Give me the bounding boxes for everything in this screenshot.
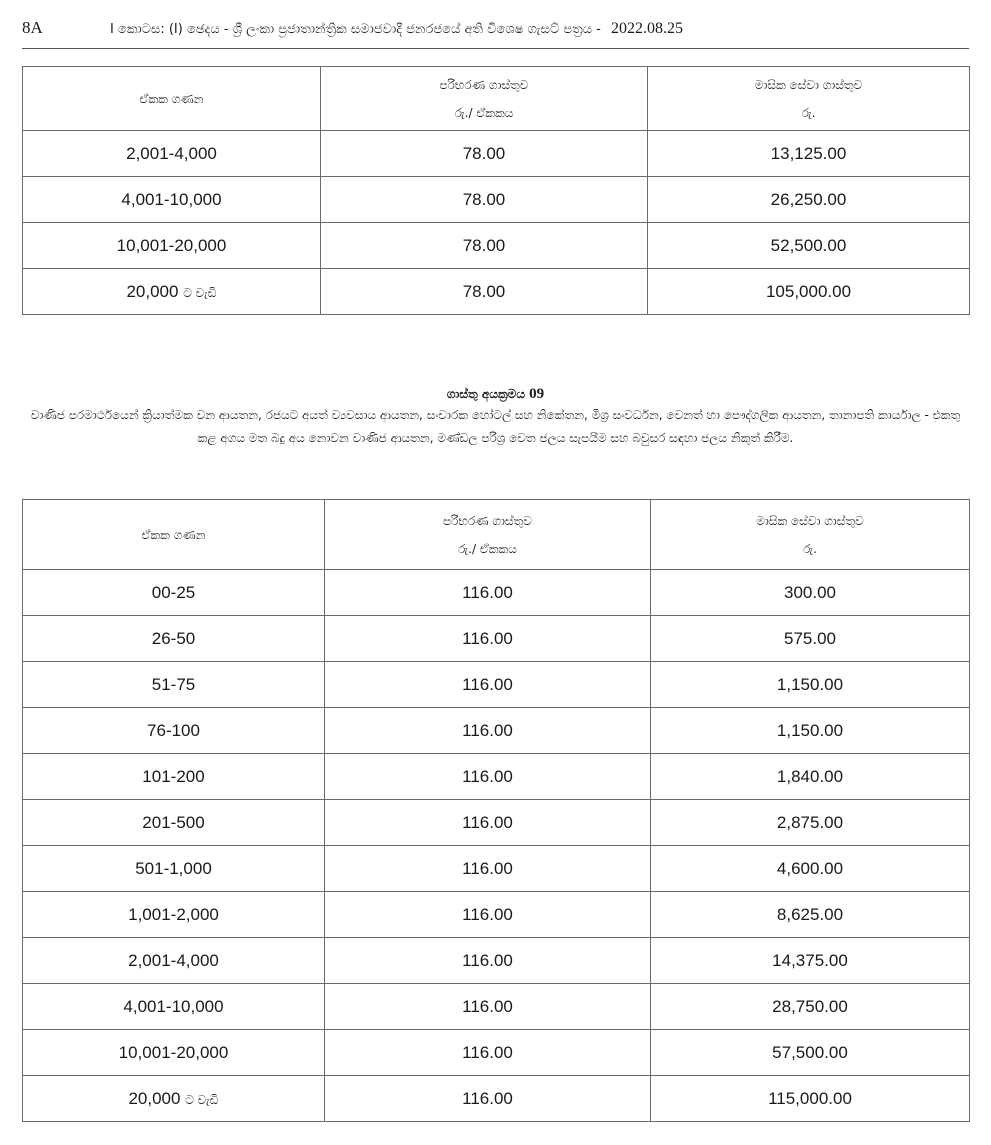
units-value: 4,001-10,000	[121, 189, 222, 209]
units-value: 201-500	[142, 812, 205, 832]
header-service-line2: රු.	[803, 541, 817, 556]
header-consumption-line2: රු./ ඒකකය	[454, 105, 514, 120]
cell-consumption-rate: 116.00	[325, 616, 651, 662]
units-value: 4,001-10,000	[123, 996, 224, 1016]
cell-consumption-rate: 116.00	[325, 1030, 651, 1076]
units-value: 10,001-20,000	[118, 1042, 229, 1062]
cell-service-charge: 26,250.00	[648, 177, 970, 223]
cell-consumption-rate: 116.00	[325, 570, 651, 616]
units-value: 00-25	[151, 582, 196, 602]
table-row	[23, 1030, 970, 1076]
cell-units	[23, 708, 325, 754]
units-value: 76-100	[147, 720, 200, 740]
header-service-line1: මාසික සේවා ගාස්තුව	[754, 77, 863, 92]
header-consumption-charge	[325, 500, 651, 570]
cell-consumption-rate: 116.00	[325, 708, 651, 754]
cell-consumption-rate: 78.00	[321, 131, 648, 177]
cell-units	[23, 846, 325, 892]
cell-units	[23, 1030, 325, 1076]
table-row	[23, 131, 970, 177]
header-units: ඒකක ගණන	[23, 67, 321, 131]
cell-units	[23, 800, 325, 846]
table-row	[23, 223, 970, 269]
cell-consumption-rate: 116.00	[325, 938, 651, 984]
cell-service-charge: 1,150.00	[651, 708, 970, 754]
page-number: 8A	[22, 18, 43, 37]
table-row	[23, 570, 970, 616]
cell-service-charge: 575.00	[651, 616, 970, 662]
header-service-charge	[651, 500, 970, 570]
cell-consumption-rate: 78.00	[321, 177, 648, 223]
units-suffix: ට වැඩි	[183, 285, 217, 300]
table-row	[23, 269, 970, 315]
gazette-title	[110, 20, 683, 38]
tariff-table-2	[22, 499, 970, 1122]
table-row	[23, 846, 970, 892]
gazette-date: 2022.08.25	[611, 20, 684, 37]
section-description: වාණිජ පරමාර්ථයෙන් ක්‍රියාත්මක වන ආයතන, රජයට අයත් ව්‍යවසාය ආයතන, සංචාරක හෝටල් සහ නිකේතන, මිශ්‍ර සංවර්ධන, වෙනත් හා පෞද්ගලික ආයතන, තානාපති කාර්යාල - එකතු කළ අගය මත බදු අය නොවන වාණිජ ආයතන, මණ්ඩල පරිශ්‍ර වෙත ජලය සැපයීම සහ බවුසර සඳහා ජලය නිකුත් කිරීම.	[30, 408, 961, 445]
cell-service-charge: 57,500.00	[651, 1030, 970, 1076]
header-consumption-line1: පරිභරණ ගාස්තුව	[443, 513, 532, 528]
cell-service-charge: 52,500.00	[648, 223, 970, 269]
cell-units	[23, 570, 325, 616]
cell-service-charge: 14,375.00	[651, 938, 970, 984]
table-header-row	[23, 67, 970, 131]
cell-units	[23, 616, 325, 662]
header-consumption-charge	[321, 67, 648, 131]
cell-units	[23, 984, 325, 1030]
cell-consumption-rate: 78.00	[321, 223, 648, 269]
cell-service-charge: 1,840.00	[651, 754, 970, 800]
cell-units	[23, 223, 321, 269]
table-header-row	[23, 500, 970, 570]
cell-units	[23, 662, 325, 708]
cell-service-charge: 2,875.00	[651, 800, 970, 846]
table-row	[23, 892, 970, 938]
table-row	[23, 177, 970, 223]
cell-service-charge: 1,150.00	[651, 662, 970, 708]
cell-consumption-rate: 116.00	[325, 1076, 651, 1122]
units-value: 20,000	[126, 281, 179, 301]
cell-service-charge: 8,625.00	[651, 892, 970, 938]
header-consumption-line1: පරිභරණ ගාස්තුව	[439, 77, 529, 92]
tariff-table-1	[22, 66, 970, 315]
table-row	[23, 938, 970, 984]
gazette-title-text: I කොටස: (I) ඡෙදය - ශ්‍රී ලංකා ප්‍රජාතාන්ත්‍රික සමාජවාදී ජනරජයේ අති විශෙෂ ගැසට් පත්‍රය -	[110, 22, 601, 37]
section-title	[22, 384, 969, 404]
header-consumption-line2: රු./ ඒකකය	[458, 541, 517, 556]
cell-units	[23, 892, 325, 938]
table-row	[23, 662, 970, 708]
header-service-line2: රු.	[801, 105, 816, 120]
header-service-line1: මාසික සේවා ගාස්තුව	[756, 513, 864, 528]
units-value: 501-1,000	[135, 858, 212, 878]
header-units: ඒකක ගණන	[23, 500, 325, 570]
table-row	[23, 1076, 970, 1122]
cell-consumption-rate: 116.00	[325, 754, 651, 800]
table-row	[23, 800, 970, 846]
cell-service-charge: 300.00	[651, 570, 970, 616]
units-value: 2,001-4,000	[128, 950, 219, 970]
units-value: 51-75	[151, 674, 196, 694]
cell-service-charge: 105,000.00	[648, 269, 970, 315]
cell-consumption-rate: 116.00	[325, 984, 651, 1030]
cell-service-charge: 4,600.00	[651, 846, 970, 892]
units-suffix: ට වැඩි	[185, 1092, 219, 1107]
cell-units	[23, 131, 321, 177]
section-title-prefix: ගාස්තු අයක්‍රමය	[446, 387, 525, 401]
cell-consumption-rate: 116.00	[325, 800, 651, 846]
units-value: 10,001-20,000	[116, 235, 227, 255]
cell-service-charge: 115,000.00	[651, 1076, 970, 1122]
cell-units	[23, 269, 321, 315]
cell-units	[23, 1076, 325, 1122]
table-row	[23, 616, 970, 662]
units-value: 101-200	[142, 766, 205, 786]
table-row	[23, 754, 970, 800]
cell-units	[23, 754, 325, 800]
units-value: 20,000	[128, 1088, 181, 1108]
cell-consumption-rate: 116.00	[325, 892, 651, 938]
cell-consumption-rate: 116.00	[325, 846, 651, 892]
cell-service-charge: 13,125.00	[648, 131, 970, 177]
header-service-charge	[648, 67, 970, 131]
cell-consumption-rate: 78.00	[321, 269, 648, 315]
table-row	[23, 708, 970, 754]
table-row	[23, 984, 970, 1030]
tariff-section-09	[22, 384, 969, 450]
cell-consumption-rate: 116.00	[325, 662, 651, 708]
section-title-number: 09	[529, 386, 545, 402]
cell-units	[23, 177, 321, 223]
cell-units	[23, 938, 325, 984]
units-value: 1,001-2,000	[128, 904, 219, 924]
page-header	[22, 14, 969, 49]
cell-service-charge: 28,750.00	[651, 984, 970, 1030]
units-value: 26-50	[151, 628, 196, 648]
units-value: 2,001-4,000	[126, 143, 217, 163]
